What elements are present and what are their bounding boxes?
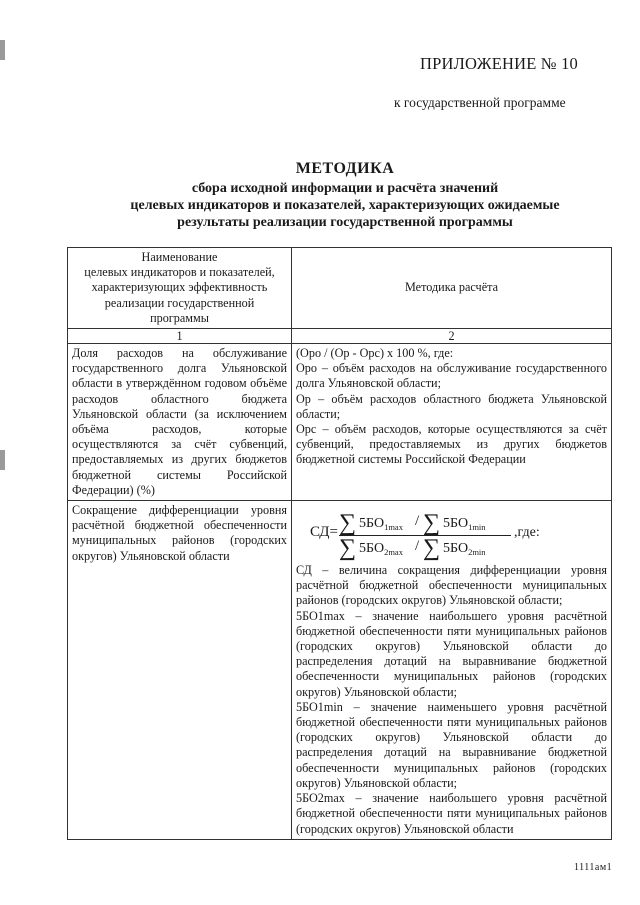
header-calc-method: Методика расчёта	[292, 248, 612, 329]
definition: Орс – объём расходов, которые осуществляются за счёт субвенций, предоставляемых из других бюджетов бюджетной системы Российской Федерации	[296, 422, 607, 467]
document-subtitle	[0, 180, 640, 231]
formula-lhs: СД=	[310, 524, 338, 541]
formula-fraction	[339, 511, 511, 560]
formula-line: (Орo / (Ор - Орс) х 100 %, где:	[296, 346, 454, 361]
definition: 5БО1max – значение наибольшего уровня расчётной бюджетной обеспеченности пяти муниципальных районов (городских округов) Ульяновской области до распределения дотаций на выравнивание бюджетной обеспеченности муниципальных районов (городских округов) Ульяновской области;	[296, 608, 607, 699]
table-row	[68, 344, 612, 501]
footer-code: 1111ам1	[574, 862, 613, 873]
definition: Орo – объём расходов на обслуживание государственного долга Ульяновской области;	[296, 361, 607, 391]
column-number: 2	[292, 329, 612, 344]
definition: 5БО2max – значение наибольшего уровня расчётной бюджетной обеспеченности пяти муниципальных районов (городских округов) Ульяновской области	[296, 791, 607, 836]
definition: СД – величина сокращения дифференциации уровня расчётной бюджетной обеспеченности муниципальных районов (городских округов) Ульяновской области;	[296, 563, 607, 608]
formula-denominator: ∑ $5БО_{2max}$ / ∑ $5БО_{2min}$	[339, 535, 486, 562]
column-number: 1	[68, 329, 292, 344]
sum-symbol: ∑	[339, 510, 357, 537]
table-header-row	[68, 248, 612, 329]
header-indicator-name: Наименование целевых индикаторов и показателей, характеризующих эффективность реализации государственной программы	[68, 248, 292, 329]
divide-slash: /	[415, 513, 420, 530]
column-number-row	[68, 329, 612, 344]
annex-subtitle: к государственной программе	[394, 95, 566, 110]
subtitle-line: результаты реализации государственной программы	[177, 215, 513, 230]
definition: Ор – объём расходов областного бюджета Ульяновской области;	[296, 391, 607, 421]
method-differentiation	[292, 501, 612, 840]
divide-slash: /	[415, 538, 420, 555]
subtitle-line: целевых индикаторов и показателей, характеризующих ожидаемые	[130, 198, 560, 213]
document-title: МЕТОДИКА	[295, 160, 395, 177]
scan-edge-mark	[0, 40, 5, 60]
annex-title: ПРИЛОЖЕНИЕ № 10	[420, 54, 578, 73]
indicator-differentiation: Сокращение дифференциации уровня расчётной бюджетной обеспеченности муниципальных районов (городских округов) Ульяновской области	[68, 501, 292, 840]
formula-numerator: ∑ $5БО_{1max}$ / ∑ $5БО_{1min}$	[339, 510, 486, 537]
sum-symbol: ∑	[423, 535, 441, 562]
sum-symbol: ∑	[339, 535, 357, 562]
methodology-table	[67, 247, 612, 840]
subtitle-line: сбора исходной информации и расчёта значений	[191, 181, 499, 196]
method-debt-service-share	[292, 344, 612, 501]
table-row	[68, 501, 612, 840]
differentiation-formula	[296, 507, 607, 563]
sum-symbol: ∑	[423, 510, 441, 537]
indicator-debt-service-share: Доля расходов на обслуживание государственного долга Ульяновской области в утверждённом годовом объёме расходов областного бюджета Ульяновской области (за исключением объёма расходов, которые осуществляются за счёт субвенций, предоставляемых из других бюджетов бюджетной системы Российской Федерации) (%)	[68, 344, 292, 501]
scan-edge-mark	[0, 450, 5, 470]
formula-tail: ,где:	[514, 525, 540, 541]
definition: 5БО1min – значение наименьшего уровня расчётной бюджетной обеспеченности пяти муниципальных районов (городских округов) Ульяновской области до распределения дотаций на выравнивание бюджетной обеспеченности муниципальных районов (городских округов) Ульяновской области;	[296, 699, 607, 790]
